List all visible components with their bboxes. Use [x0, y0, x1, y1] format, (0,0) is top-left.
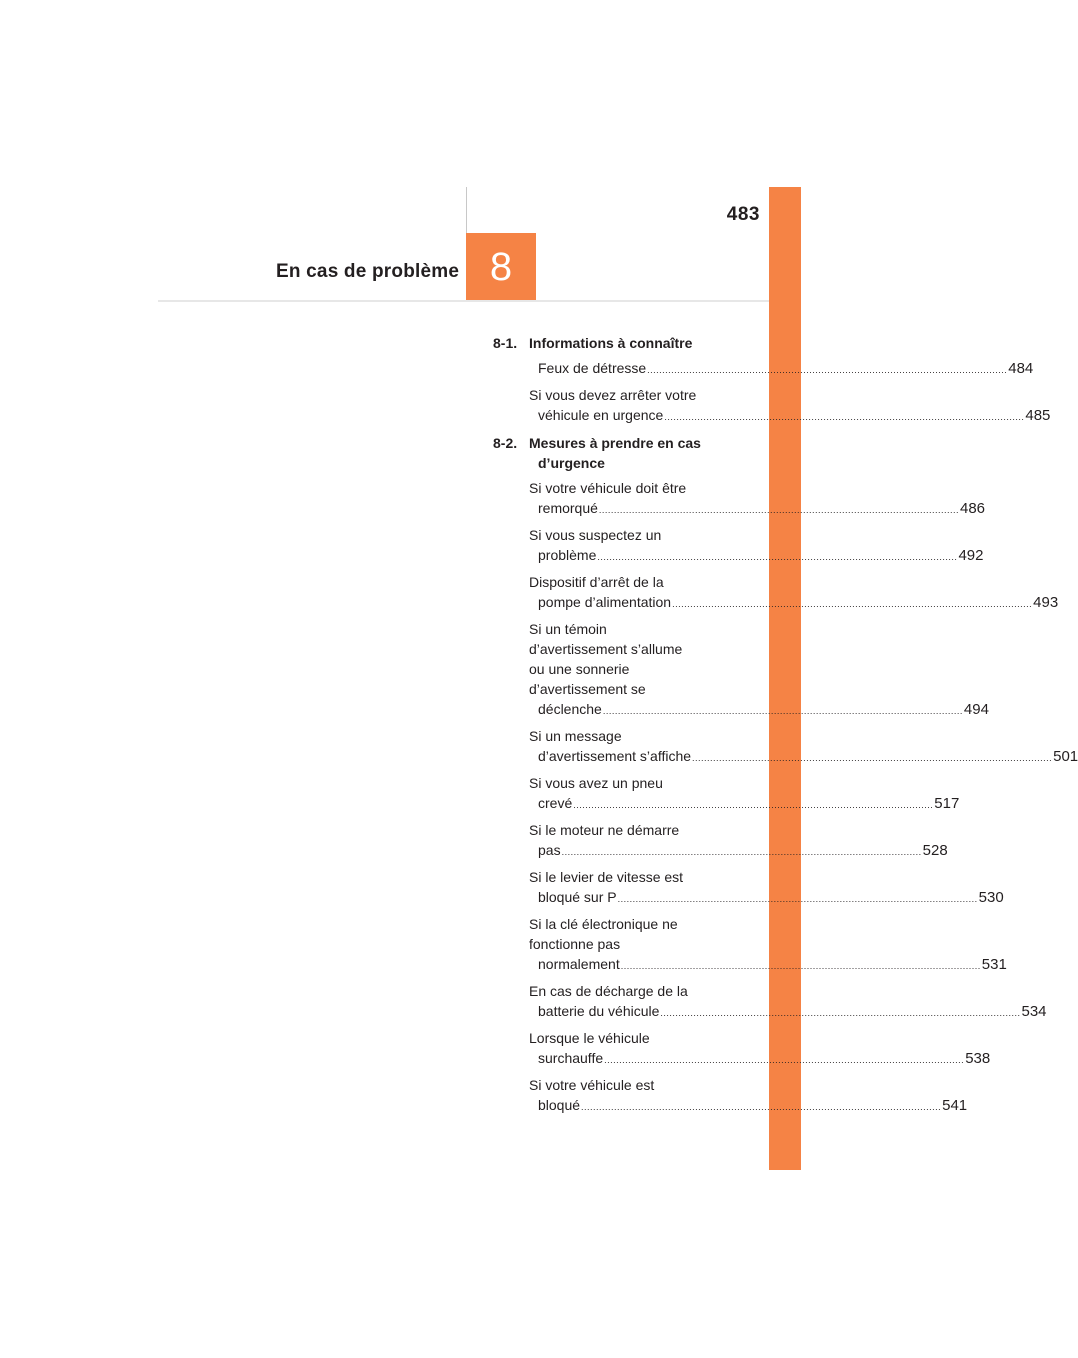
toc-entry-title: bloqué — [538, 1097, 581, 1113]
dot-leader: ........................................................................................................................ — [620, 961, 981, 971]
toc-entry-title: véhicule en urgence — [538, 407, 664, 423]
section-number: 8-1. — [493, 335, 518, 351]
chapter-title: En cas de problème — [276, 261, 460, 282]
toc-entry[interactable] — [529, 773, 960, 815]
toc-entry-title: pas — [538, 842, 561, 858]
toc-entry-title: surchauffe — [538, 1050, 604, 1066]
header-divider — [466, 187, 467, 234]
toc-entry-leader-line — [538, 954, 1007, 976]
toc-entry-leader-line — [538, 545, 984, 567]
toc-entry-page[interactable]: 530 — [978, 889, 1004, 906]
section-title: Informations à connaître — [529, 335, 693, 351]
toc-entry-leader-line — [538, 358, 1034, 380]
toc-entry-title: batterie du véhicule — [538, 1003, 660, 1019]
toc-entry-title: normalement — [538, 956, 620, 972]
toc-entry[interactable] — [529, 867, 1004, 909]
toc-entry-line: Si le levier de vitesse est — [529, 869, 684, 885]
dot-leader: ........................................................................................................................ — [664, 412, 1025, 422]
section-heading[interactable] — [493, 333, 740, 353]
toc-entry-leader-line — [538, 1048, 991, 1070]
toc-entry-leader-line — [538, 887, 1004, 909]
toc-entry-line: ou une sonnerie — [529, 661, 630, 677]
toc-entry-line: Si votre véhicule est — [529, 1077, 655, 1093]
toc-section — [493, 333, 1051, 427]
dot-leader: ........................................................................................................................ — [597, 552, 958, 562]
toc-entry[interactable] — [529, 1075, 968, 1117]
toc-entry-leader-line — [538, 699, 989, 721]
toc-entry-title: pompe d’alimentation — [538, 594, 672, 610]
toc-entry-page[interactable]: 484 — [1008, 360, 1034, 377]
toc-entry-line: d’avertissement se — [529, 681, 646, 697]
toc-entry-title: déclenche — [538, 701, 602, 717]
toc-entry[interactable] — [529, 385, 1051, 427]
toc-entry-leader-line — [538, 498, 986, 520]
toc-entry-page[interactable]: 486 — [959, 500, 986, 517]
toc-entry-line: Si le moteur ne démarre — [529, 822, 680, 838]
table-of-contents — [493, 333, 1078, 1123]
toc-section — [493, 433, 1078, 1117]
toc-entry-line: Si vous devez arrêter votre — [529, 387, 697, 403]
toc-entry-line: En cas de décharge de la — [529, 983, 688, 999]
toc-entry-line: Dispositif d’arrêt de la — [529, 574, 664, 590]
dot-leader: ........................................................................................................................ — [581, 1102, 942, 1112]
header-rule — [158, 300, 769, 302]
toc-entry-page[interactable]: 541 — [942, 1097, 968, 1114]
toc-entry-page[interactable]: 493 — [1033, 594, 1059, 611]
toc-entry-page[interactable]: 501 — [1053, 748, 1078, 765]
toc-entry-page[interactable]: 494 — [963, 701, 989, 718]
toc-entry-page[interactable]: 528 — [922, 842, 948, 859]
toc-entry-title: problème — [538, 547, 597, 563]
dot-leader: ........................................................................................................................ — [647, 365, 1008, 375]
dot-leader: ........................................................................................................................ — [573, 800, 934, 810]
toc-entry[interactable] — [529, 572, 1059, 614]
chapter-number-badge: 8 — [466, 233, 536, 301]
toc-entry-line: Si la clé électronique ne — [529, 916, 678, 932]
toc-entry[interactable] — [529, 619, 989, 721]
dot-leader: ........................................................................................................................ — [617, 894, 978, 904]
toc-entry-line: Si un témoin — [529, 621, 607, 637]
toc-entry[interactable] — [529, 525, 984, 567]
toc-entry-line: Lorsque le véhicule — [529, 1030, 650, 1046]
toc-entry-line: Si un message — [529, 728, 622, 744]
dot-leader: ........................................................................................................................ — [660, 1008, 1021, 1018]
toc-entry-leader-line — [538, 405, 1051, 427]
section-heading[interactable] — [493, 433, 740, 473]
toc-entry[interactable] — [529, 914, 1007, 976]
section-title: Mesures à prendre en cas d’urgence — [529, 435, 701, 471]
toc-entry-page[interactable]: 531 — [981, 956, 1007, 973]
toc-entry-line: Si vous avez un pneu — [529, 775, 663, 791]
toc-entry-title: crevé — [538, 795, 573, 811]
page-number: 483 — [726, 204, 760, 225]
toc-entry-line: fonctionne pas — [529, 936, 621, 952]
toc-entry-leader-line — [538, 793, 960, 815]
toc-entry-leader-line — [538, 592, 1059, 614]
toc-entry[interactable] — [529, 820, 948, 862]
toc-entry-leader-line — [538, 840, 948, 862]
toc-entry-line: d’avertissement s’allume — [529, 641, 683, 657]
toc-entry-line: Si vous suspectez un — [529, 527, 662, 543]
section-number: 8-2. — [493, 435, 518, 451]
dot-leader: ........................................................................................................................ — [598, 505, 959, 515]
toc-entry[interactable] — [529, 981, 1047, 1023]
toc-entry-title: remorqué — [538, 500, 598, 516]
toc-entry[interactable] — [529, 1028, 991, 1070]
dot-leader: ........................................................................................................................ — [692, 753, 1053, 763]
toc-entry-line: Si votre véhicule doit être — [529, 480, 687, 496]
toc-entry-page[interactable]: 485 — [1025, 407, 1051, 424]
dot-leader: ........................................................................................................................ — [602, 706, 963, 716]
toc-entry-page[interactable]: 534 — [1021, 1003, 1047, 1020]
toc-entry-title: Feux de détresse — [538, 360, 647, 376]
toc-entry-leader-line — [538, 1001, 1047, 1023]
toc-entry[interactable] — [529, 358, 1034, 380]
dot-leader: ........................................................................................................................ — [672, 599, 1033, 609]
toc-entry-page[interactable]: 538 — [965, 1050, 991, 1067]
dot-leader: ........................................................................................................................ — [561, 847, 922, 857]
toc-entry-leader-line — [538, 746, 1078, 768]
toc-entry[interactable] — [529, 478, 986, 520]
dot-leader: ........................................................................................................................ — [604, 1055, 965, 1065]
toc-entry[interactable] — [529, 726, 1078, 768]
toc-entry-page[interactable]: 492 — [958, 547, 984, 564]
toc-entry-title: bloqué sur P — [538, 889, 617, 905]
toc-entry-leader-line — [538, 1095, 968, 1117]
toc-entry-title: d’avertissement s’affiche — [538, 748, 692, 764]
toc-entry-page[interactable]: 517 — [934, 795, 960, 812]
